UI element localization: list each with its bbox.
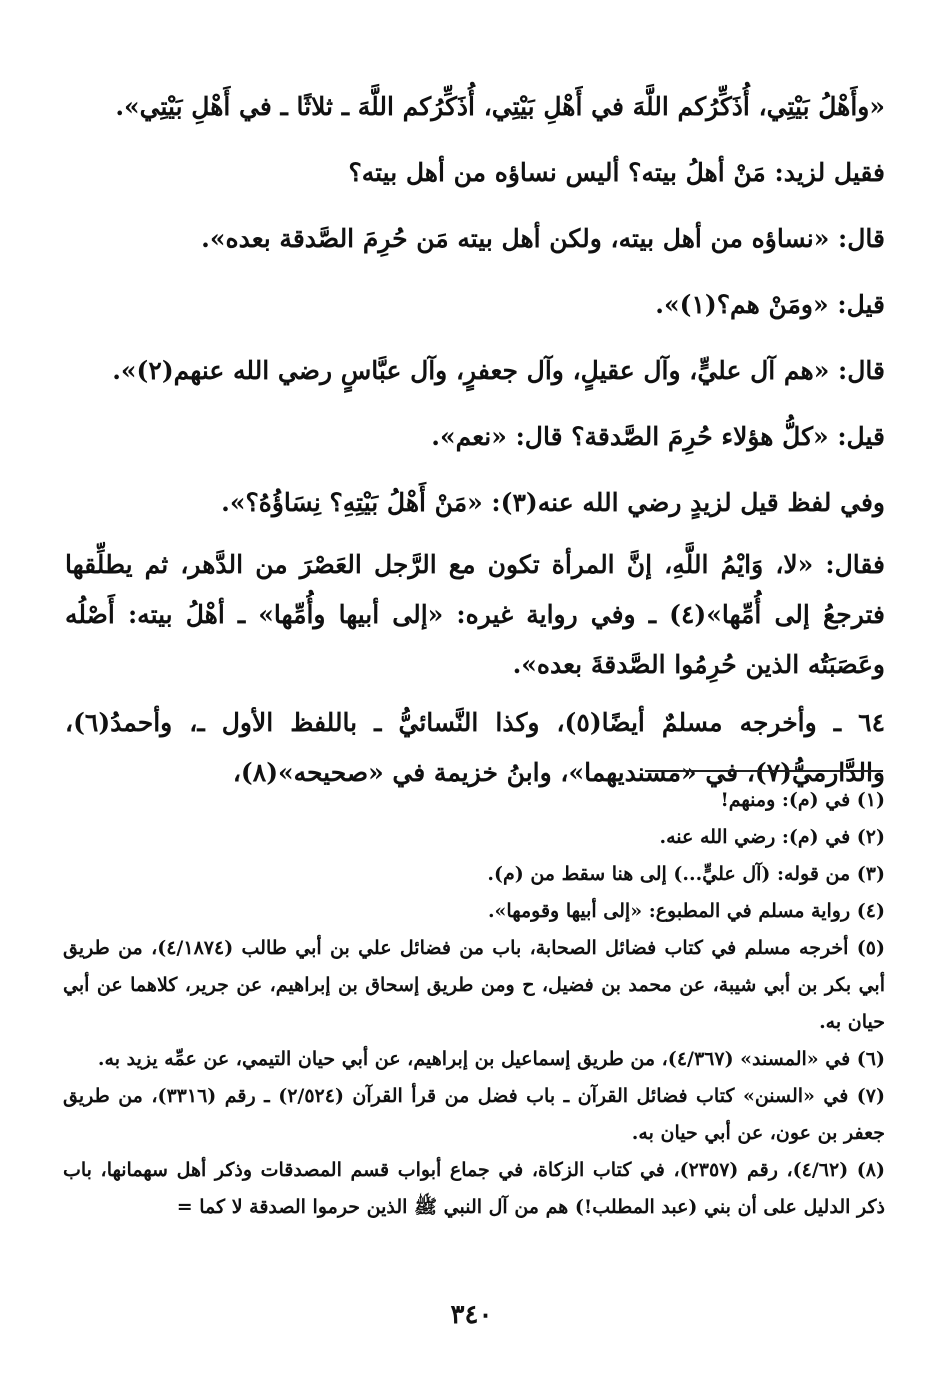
footnotes xyxy=(63,782,885,1226)
footnote-separator xyxy=(645,770,883,772)
footnote-4: (٤) رواية مسلم في المطبوع: «إلى أبيها وقومها». xyxy=(487,900,885,922)
body-paragraph-2: فقيل لزيد: مَنْ أهلُ بيته؟ أليس نساؤه من أهل بيته؟ xyxy=(348,158,885,187)
body-paragraph-5: قال: «هم آل عليٍّ، وآل عقيلٍ، وآل جعفرٍ، وآل عبَّاسٍ رضي الله عنهم(٢)». xyxy=(112,356,885,385)
footnote-1: (١) في (م): ومنهم! xyxy=(720,789,885,811)
footnote-7: (٧) في «السنن» كتاب فضائل القرآن ـ باب فضل من قرأ القرآن (٢/٥٢٤) ـ رقم (٣٣١٦)، من طريق جعفر بن عون، عن أبي حيان به. xyxy=(63,1085,886,1144)
body-paragraph-8: فقال: «لا، وَايْمُ اللَّهِ، إنَّ المرأة تكون مع الرَّجل العَصْرَ من الدَّهر، ثم يطلِّقها فترجعُ إلى أُمِّها»(٤) ـ وفي رواية غيره: «إلى أبيها وأُمِّها» ـ أهْلُ بيته: أَصْلُه وعَصَبَتُه الذين حُرِمُوا الصَّدقةَ بعده». xyxy=(65,550,885,679)
footnote-2: (٢) في (م): رضي الله عنه. xyxy=(659,826,885,848)
footnote-3: (٣) من قوله: (آل عليٍّ...) إلى هنا سقط من (م). xyxy=(487,863,885,885)
body-paragraph-6: قيل: «كلُّ هؤلاء حُرِمَ الصَّدقة؟ قال: «نعم». xyxy=(431,422,885,451)
main-text xyxy=(65,78,885,798)
body-paragraph-7: وفي لفظ قيل لزيدٍ رضي الله عنه(٣): «مَنْ أَهْلُ بَيْتِهِ؟ نِسَاؤُهُ؟». xyxy=(221,488,885,517)
footnote-5: (٥) أخرجه مسلم في كتاب فضائل الصحابة، باب من فضائل علي بن أبي طالب (٤/١٨٧٤)، من طريق أبي بكر بن أبي شيبة، عن محمد بن فضيل، ح ومن طريق إسحاق بن إبراهيم، عن جرير، كلاهما عن أبي حيان به. xyxy=(63,937,886,1033)
body-paragraph-3: قال: «نساؤه من أهل بيته، ولكن أهل بيته مَن حُرِمَ الصَّدقة بعده». xyxy=(201,224,885,253)
body-paragraph-9: ٦٤ ـ وأخرجه مسلمٌ أيضًا(٥)، وكذا النَّسائيُّ ـ باللفظ الأول ـ، وأحمدُ(٦)، والدَّارميُّ(٧)، في «مسنديهما»، وابنُ خزيمة في «صحيحه»(٨)، xyxy=(65,708,885,787)
body-paragraph-4: قيل: «ومَنْ هم؟(١)». xyxy=(655,290,885,319)
footnote-6: (٦) في «المسند» (٤/٣٦٧)، من طريق إسماعيل بن إبراهيم، عن أبي حيان التيمي، عن عمِّه يزيد به. xyxy=(97,1048,885,1070)
page-number: ٣٤٠ xyxy=(450,1300,493,1330)
footnote-8: (٨) (٤/٦٢)، رقم (٢٣٥٧)، في كتاب الزكاة، في جماع أبواب قسم المصدقات وذكر أهل سهمانها، باب ذكر الدليل على أن بني (عبد المطلب!) هم من آل النبي ﷺ الذين حرموا الصدقة لا كما = xyxy=(63,1159,885,1218)
body-paragraph-1: «وأَهْلُ بَيْتِي، أُذَكِّرُكم اللَّهَ في أَهْلِ بَيْتِي، أُذَكِّرُكم اللَّهَ ـ ثلاثًا ـ في أَهْلِ بَيْتِي». xyxy=(115,92,885,121)
